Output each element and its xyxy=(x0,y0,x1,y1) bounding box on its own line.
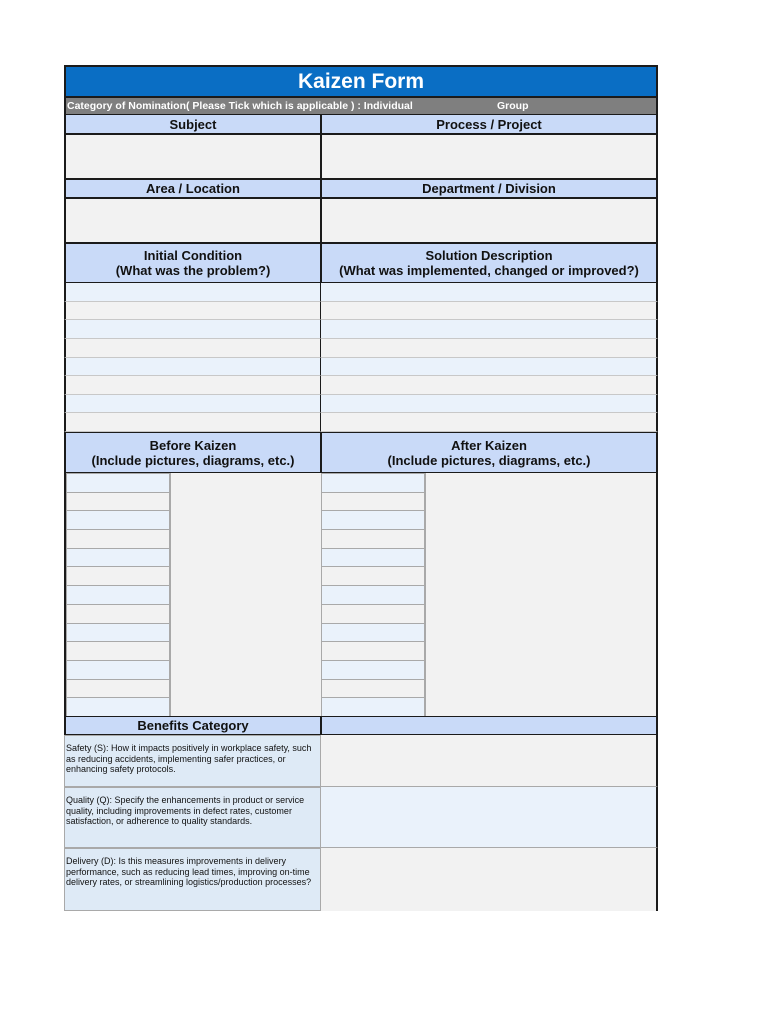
solution-row[interactable] xyxy=(321,395,658,414)
after-kaizen-cell[interactable] xyxy=(321,566,425,586)
before-kaizen-cell[interactable] xyxy=(66,660,170,680)
solution-row[interactable] xyxy=(321,413,658,432)
after-kaizen-cell[interactable] xyxy=(321,697,425,717)
initial-condition-row[interactable] xyxy=(64,358,321,377)
before-kaizen-cell[interactable] xyxy=(66,641,170,661)
initial-condition-row[interactable] xyxy=(64,339,321,358)
initial-condition-subtitle: (What was the problem?) xyxy=(115,263,271,278)
after-kaizen-header xyxy=(321,432,658,473)
initial-condition-row[interactable] xyxy=(64,395,321,414)
before-kaizen-cell[interactable] xyxy=(66,492,170,512)
initial-condition-title: Initial Condition xyxy=(143,248,243,263)
after-kaizen-cell[interactable] xyxy=(321,529,425,549)
before-kaizen-header xyxy=(64,432,321,473)
initial-condition-row[interactable] xyxy=(64,413,321,432)
after-kaizen-cell[interactable] xyxy=(321,641,425,661)
before-kaizen-subtitle: (Include pictures, diagrams, etc.) xyxy=(91,452,295,468)
process-field[interactable] xyxy=(321,134,658,179)
solution-row[interactable] xyxy=(321,283,658,302)
before-kaizen-cell[interactable] xyxy=(66,679,170,699)
condition-solution-rows xyxy=(64,283,658,432)
before-kaizen-cell[interactable] xyxy=(66,623,170,643)
subject-label: Subject xyxy=(169,116,217,132)
benefit-delivery-description: Delivery (D): Is this measures improvements in delivery performance, such as reducing lead times, improving on-time delivery rates, or streamlining logistics/production processes? xyxy=(64,848,321,911)
category-group-option[interactable]: Group xyxy=(497,100,529,112)
subject-header xyxy=(64,114,321,134)
before-kaizen-cell[interactable] xyxy=(66,604,170,624)
before-picture-area[interactable] xyxy=(170,473,321,716)
before-kaizen-cell[interactable] xyxy=(66,510,170,530)
benefit-safety-field[interactable] xyxy=(321,735,658,787)
initial-condition-header xyxy=(64,243,321,283)
before-kaizen-area xyxy=(64,473,321,716)
after-kaizen-cell[interactable] xyxy=(321,548,425,568)
department-label: Department / Division xyxy=(422,181,556,196)
initial-condition-row[interactable] xyxy=(64,302,321,321)
solution-row[interactable] xyxy=(321,358,658,377)
before-kaizen-title: Before Kaizen xyxy=(149,437,237,453)
subject-field[interactable] xyxy=(64,134,321,179)
before-kaizen-cell[interactable] xyxy=(66,697,170,717)
department-field[interactable] xyxy=(321,198,658,243)
after-kaizen-cell[interactable] xyxy=(321,604,425,624)
initial-condition-row[interactable] xyxy=(64,376,321,395)
after-kaizen-cell[interactable] xyxy=(321,679,425,699)
benefit-delivery-field[interactable] xyxy=(321,848,658,911)
area-label: Area / Location xyxy=(146,181,240,196)
benefits-category-header xyxy=(64,716,321,735)
solution-row[interactable] xyxy=(321,302,658,321)
before-kaizen-cell[interactable] xyxy=(66,585,170,605)
after-kaizen-cell[interactable] xyxy=(321,473,425,493)
benefits-value-header xyxy=(321,716,658,735)
benefits-category-label: Benefits Category xyxy=(137,718,249,733)
before-kaizen-cell[interactable] xyxy=(66,529,170,549)
solution-header xyxy=(321,243,658,283)
area-header xyxy=(64,179,321,198)
department-header xyxy=(321,179,658,198)
process-header xyxy=(321,114,658,134)
solution-row[interactable] xyxy=(321,339,658,358)
after-kaizen-cell[interactable] xyxy=(321,585,425,605)
benefit-quality-field[interactable] xyxy=(321,787,658,848)
after-kaizen-title: After Kaizen xyxy=(451,437,527,453)
solution-row[interactable] xyxy=(321,320,658,339)
after-kaizen-cell[interactable] xyxy=(321,492,425,512)
after-kaizen-subtitle: (Include pictures, diagrams, etc.) xyxy=(387,452,591,468)
after-kaizen-area xyxy=(321,473,658,716)
solution-title: Solution Description xyxy=(425,248,553,263)
form-title: Kaizen Form xyxy=(64,65,658,98)
area-field[interactable] xyxy=(64,198,321,243)
benefit-safety-description: Safety (S): How it impacts positively in workplace safety, such as reducing accidents, implementing safer practices, or enhancing safety protocols. xyxy=(64,735,321,787)
before-kaizen-cell[interactable] xyxy=(66,548,170,568)
after-picture-area[interactable] xyxy=(425,473,656,716)
category-label: Category of Nomination( Please Tick which is applicable ) : Individual xyxy=(67,100,413,112)
solution-row[interactable] xyxy=(321,376,658,395)
before-kaizen-cell[interactable] xyxy=(66,566,170,586)
initial-condition-row[interactable] xyxy=(64,320,321,339)
solution-subtitle: (What was implemented, changed or improved?) xyxy=(339,263,639,278)
after-kaizen-cell[interactable] xyxy=(321,623,425,643)
after-kaizen-cell[interactable] xyxy=(321,660,425,680)
before-kaizen-cell[interactable] xyxy=(66,473,170,493)
after-kaizen-cell[interactable] xyxy=(321,510,425,530)
benefit-quality-description: Quality (Q): Specify the enhancements in product or service quality, including improvements in defect rates, customer satisfaction, or adherence to quality standards. xyxy=(64,787,321,848)
category-bar xyxy=(64,98,658,114)
process-label: Process / Project xyxy=(436,116,542,132)
initial-condition-row[interactable] xyxy=(64,283,321,302)
